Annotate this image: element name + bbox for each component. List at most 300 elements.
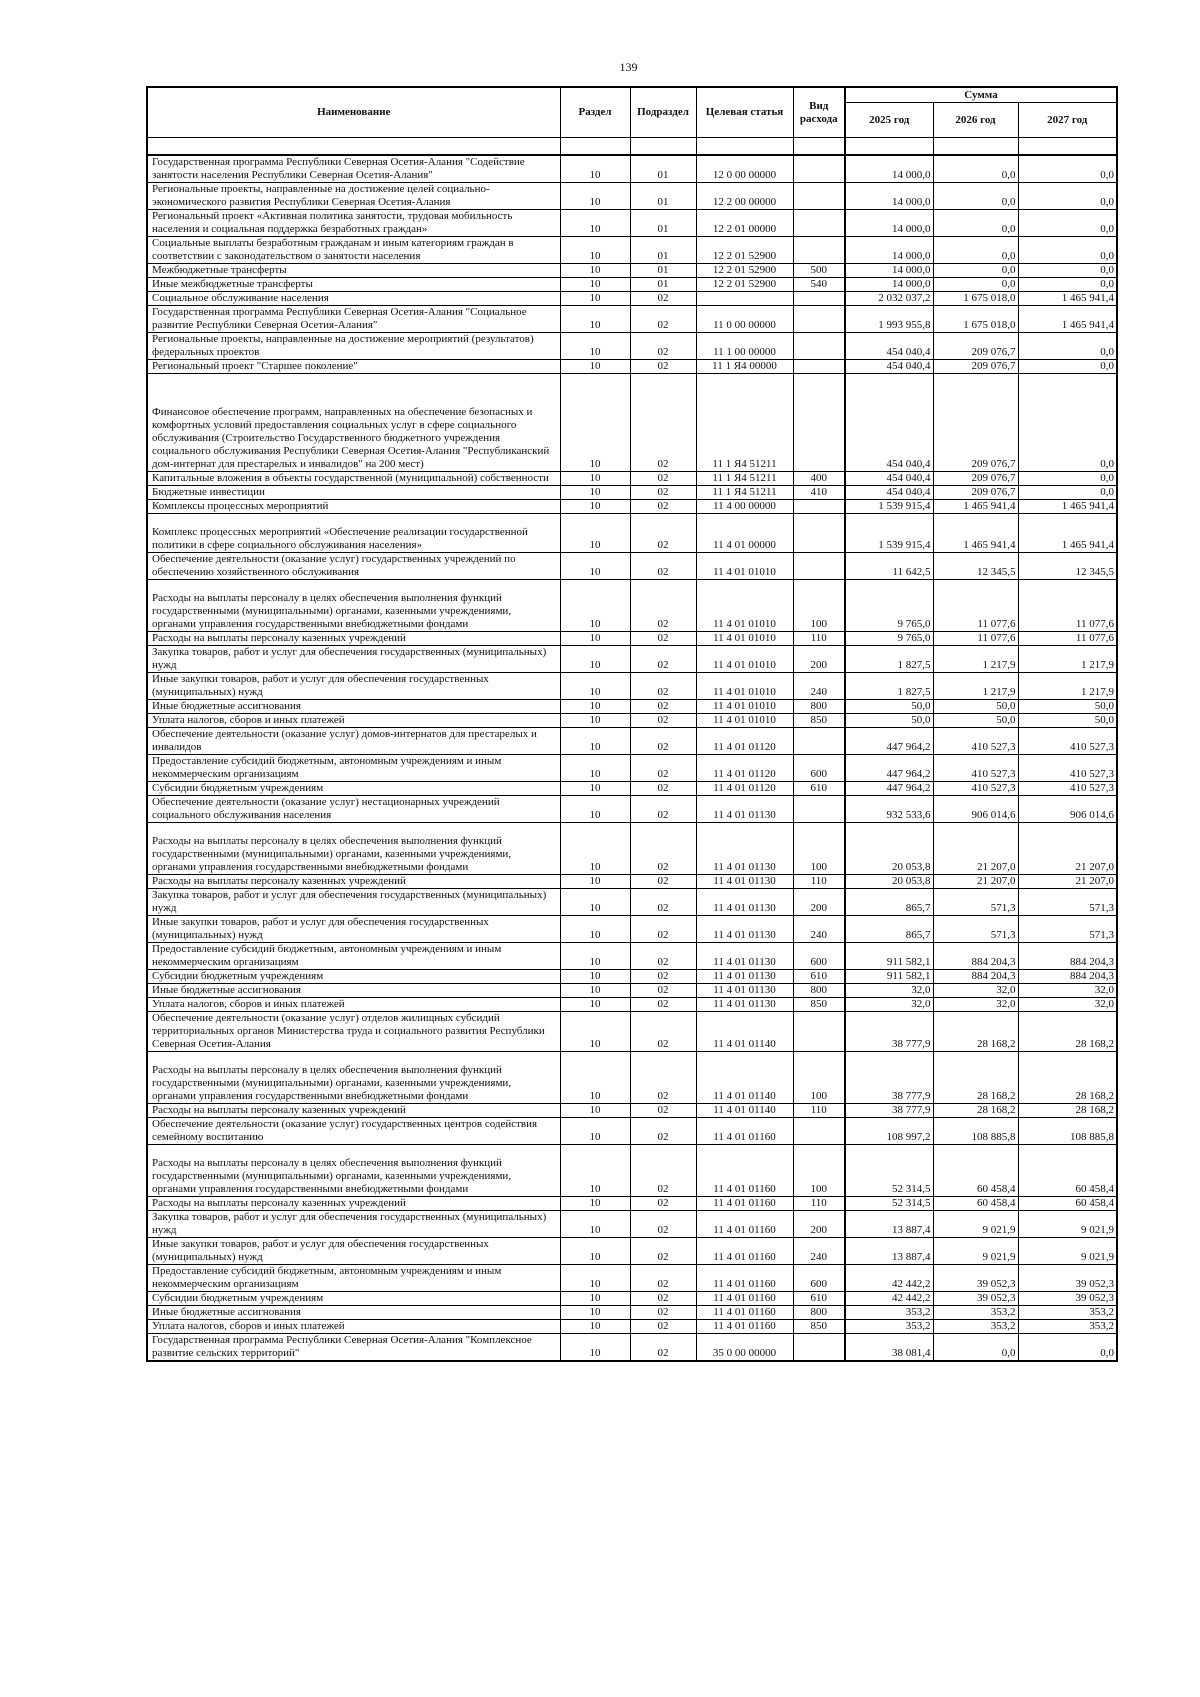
- row-amount-2025: 108 997,2: [845, 1118, 933, 1145]
- row-subsection: 02: [630, 970, 696, 984]
- row-target-article: 11 4 01 01140: [696, 1012, 793, 1052]
- row-amount-2026: 50,0: [933, 700, 1018, 714]
- row-amount-2025: 38 777,9: [845, 1052, 933, 1104]
- row-section: 10: [560, 264, 630, 278]
- row-expense-kind: 610: [793, 970, 845, 984]
- row-amount-2025: 14 000,0: [845, 210, 933, 237]
- row-section: 10: [560, 306, 630, 333]
- table-row: [147, 553, 1117, 580]
- row-amount-2027: 0,0: [1018, 264, 1117, 278]
- row-amount-2027: 0,0: [1018, 486, 1117, 500]
- row-amount-2027: 410 527,3: [1018, 755, 1117, 782]
- table-body: [147, 155, 1117, 1361]
- row-section: 10: [560, 1238, 630, 1265]
- row-expense-kind: 610: [793, 1292, 845, 1306]
- table-row: [147, 1012, 1117, 1052]
- row-subsection: 02: [630, 1306, 696, 1320]
- row-name: Комплекс процессных мероприятий «Обеспечение реализации государственной политики в сфере социального обслуживания населения»: [147, 514, 560, 553]
- row-amount-2026: 410 527,3: [933, 755, 1018, 782]
- row-name: Региональные проекты, направленные на достижение мероприятий (результатов) федеральных проектов: [147, 333, 560, 360]
- row-subsection: 02: [630, 486, 696, 500]
- table-row: [147, 210, 1117, 237]
- row-section: 10: [560, 1334, 630, 1362]
- row-amount-2025: 1 993 955,8: [845, 306, 933, 333]
- row-section: 10: [560, 728, 630, 755]
- header-expense-kind: Вид расхода: [793, 87, 845, 138]
- row-amount-2026: 209 076,7: [933, 486, 1018, 500]
- row-subsection: 02: [630, 646, 696, 673]
- row-amount-2026: 39 052,3: [933, 1265, 1018, 1292]
- row-expense-kind: 400: [793, 472, 845, 486]
- row-subsection: 02: [630, 1145, 696, 1197]
- table-row: [147, 646, 1117, 673]
- row-amount-2026: 28 168,2: [933, 1052, 1018, 1104]
- table-row: [147, 183, 1117, 210]
- row-name: Иные закупки товаров, работ и услуг для обеспечения государственных (муниципальных) нужд: [147, 673, 560, 700]
- row-amount-2025: 911 582,1: [845, 943, 933, 970]
- row-section: 10: [560, 374, 630, 472]
- row-amount-2027: 1 217,9: [1018, 646, 1117, 673]
- row-section: 10: [560, 500, 630, 514]
- row-section: 10: [560, 755, 630, 782]
- row-target-article: 12 2 01 52900: [696, 264, 793, 278]
- row-subsection: 02: [630, 472, 696, 486]
- table-row: [147, 916, 1117, 943]
- row-name: Расходы на выплаты персоналу казенных учреждений: [147, 1197, 560, 1211]
- row-section: 10: [560, 210, 630, 237]
- row-subsection: 02: [630, 1292, 696, 1306]
- row-name: Расходы на выплаты персоналу казенных учреждений: [147, 875, 560, 889]
- row-amount-2025: 454 040,4: [845, 374, 933, 472]
- row-subsection: 02: [630, 673, 696, 700]
- row-name: Обеспечение деятельности (оказание услуг) государственных учреждений по обеспечению хозяйственного обслуживания: [147, 553, 560, 580]
- row-section: 10: [560, 1320, 630, 1334]
- row-subsection: 02: [630, 875, 696, 889]
- table-row: [147, 374, 1117, 472]
- row-name: Государственная программа Республики Северная Осетия-Алания "Социальное развитие Республики Северная Осетия-Алания": [147, 306, 560, 333]
- table-row: [147, 755, 1117, 782]
- table-row: [147, 514, 1117, 553]
- row-target-article: 11 4 00 00000: [696, 500, 793, 514]
- row-amount-2026: 0,0: [933, 278, 1018, 292]
- row-expense-kind: [793, 1334, 845, 1362]
- row-target-article: 11 1 Я4 51211: [696, 472, 793, 486]
- table-row: [147, 360, 1117, 374]
- row-subsection: 02: [630, 755, 696, 782]
- row-expense-kind: [793, 1118, 845, 1145]
- row-name: Иные закупки товаров, работ и услуг для обеспечения государственных (муниципальных) нужд: [147, 1238, 560, 1265]
- table-row: [147, 1238, 1117, 1265]
- row-subsection: 02: [630, 632, 696, 646]
- row-section: 10: [560, 823, 630, 875]
- row-name: Комплексы процессных мероприятий: [147, 500, 560, 514]
- row-target-article: 11 1 00 00000: [696, 333, 793, 360]
- row-amount-2025: 932 533,6: [845, 796, 933, 823]
- row-name: Уплата налогов, сборов и иных платежей: [147, 1320, 560, 1334]
- row-name: Закупка товаров, работ и услуг для обеспечения государственных (муниципальных) нужд: [147, 1211, 560, 1238]
- row-amount-2026: 209 076,7: [933, 374, 1018, 472]
- row-target-article: 11 4 01 01130: [696, 916, 793, 943]
- row-amount-2027: 0,0: [1018, 472, 1117, 486]
- row-amount-2027: 21 207,0: [1018, 875, 1117, 889]
- row-name: Иные бюджетные ассигнования: [147, 700, 560, 714]
- row-subsection: 02: [630, 984, 696, 998]
- row-section: 10: [560, 782, 630, 796]
- row-amount-2025: 38 081,4: [845, 1334, 933, 1362]
- row-expense-kind: [793, 333, 845, 360]
- row-target-article: 11 4 01 01130: [696, 984, 793, 998]
- row-expense-kind: 850: [793, 998, 845, 1012]
- row-amount-2026: 410 527,3: [933, 782, 1018, 796]
- row-amount-2025: 14 000,0: [845, 155, 933, 183]
- table-row: [147, 714, 1117, 728]
- row-amount-2026: 571,3: [933, 889, 1018, 916]
- row-subsection: 01: [630, 237, 696, 264]
- row-expense-kind: 240: [793, 916, 845, 943]
- row-amount-2027: 108 885,8: [1018, 1118, 1117, 1145]
- row-section: 10: [560, 292, 630, 306]
- row-amount-2027: 9 021,9: [1018, 1238, 1117, 1265]
- row-amount-2027: 39 052,3: [1018, 1292, 1117, 1306]
- row-amount-2025: 38 777,9: [845, 1012, 933, 1052]
- row-amount-2027: 0,0: [1018, 360, 1117, 374]
- table-row: [147, 306, 1117, 333]
- row-subsection: 02: [630, 1334, 696, 1362]
- row-target-article: 11 4 01 01160: [696, 1306, 793, 1320]
- row-amount-2025: 2 032 037,2: [845, 292, 933, 306]
- row-name: Субсидии бюджетным учреждениям: [147, 970, 560, 984]
- table-row: [147, 155, 1117, 183]
- row-target-article: 11 4 01 01120: [696, 782, 793, 796]
- row-expense-kind: 800: [793, 984, 845, 998]
- table-row: [147, 889, 1117, 916]
- row-section: 10: [560, 1292, 630, 1306]
- row-section: 10: [560, 360, 630, 374]
- row-amount-2027: 28 168,2: [1018, 1104, 1117, 1118]
- page-number: 139: [619, 60, 638, 74]
- row-amount-2026: 60 458,4: [933, 1197, 1018, 1211]
- row-expense-kind: 600: [793, 1265, 845, 1292]
- row-target-article: 11 4 01 01010: [696, 673, 793, 700]
- row-amount-2027: 0,0: [1018, 333, 1117, 360]
- row-subsection: 02: [630, 889, 696, 916]
- row-amount-2026: 0,0: [933, 155, 1018, 183]
- table-row: [147, 970, 1117, 984]
- table-row: [147, 500, 1117, 514]
- row-amount-2027: 353,2: [1018, 1306, 1117, 1320]
- row-subsection: 02: [630, 1238, 696, 1265]
- row-target-article: 11 4 01 01130: [696, 823, 793, 875]
- row-amount-2025: 911 582,1: [845, 970, 933, 984]
- row-target-article: 11 4 01 01120: [696, 728, 793, 755]
- row-name: Обеспечение деятельности (оказание услуг) государственных центров содействия семейному воспитанию: [147, 1118, 560, 1145]
- row-amount-2027: 0,0: [1018, 237, 1117, 264]
- row-expense-kind: [793, 796, 845, 823]
- table-row: [147, 823, 1117, 875]
- row-name: Капитальные вложения в объекты государственной (муниципальной) собственности: [147, 472, 560, 486]
- header-spacer-row: [147, 138, 1117, 156]
- row-target-article: 11 4 01 01140: [696, 1052, 793, 1104]
- row-name: Государственная программа Республики Северная Осетия-Алания "Содействие занятости населения Республики Северная Осетия-Алания": [147, 155, 560, 183]
- row-subsection: 02: [630, 1211, 696, 1238]
- row-subsection: 02: [630, 333, 696, 360]
- row-section: 10: [560, 998, 630, 1012]
- row-section: 10: [560, 1306, 630, 1320]
- row-target-article: 11 4 01 01120: [696, 755, 793, 782]
- row-amount-2025: 353,2: [845, 1320, 933, 1334]
- row-name: Межбюджетные трансферты: [147, 264, 560, 278]
- table-row: [147, 292, 1117, 306]
- row-amount-2025: 454 040,4: [845, 360, 933, 374]
- row-subsection: 02: [630, 1320, 696, 1334]
- row-section: 10: [560, 333, 630, 360]
- row-amount-2026: 28 168,2: [933, 1104, 1018, 1118]
- row-target-article: 12 2 01 52900: [696, 237, 793, 264]
- row-section: 10: [560, 714, 630, 728]
- row-target-article: 11 1 Я4 51211: [696, 374, 793, 472]
- row-section: 10: [560, 1104, 630, 1118]
- row-amount-2027: 32,0: [1018, 984, 1117, 998]
- row-subsection: 02: [630, 728, 696, 755]
- row-amount-2026: 884 204,3: [933, 943, 1018, 970]
- row-amount-2026: 28 168,2: [933, 1012, 1018, 1052]
- row-name: Социальные выплаты безработным гражданам и иным категориям граждан в соответствии с законодательством о занятости населения: [147, 237, 560, 264]
- table-row: [147, 1292, 1117, 1306]
- row-amount-2025: 447 964,2: [845, 782, 933, 796]
- table-row: [147, 875, 1117, 889]
- row-amount-2027: 21 207,0: [1018, 823, 1117, 875]
- row-expense-kind: 240: [793, 673, 845, 700]
- row-target-article: 11 4 01 01130: [696, 998, 793, 1012]
- row-target-article: 11 4 01 01160: [696, 1238, 793, 1265]
- row-subsection: 02: [630, 1012, 696, 1052]
- row-target-article: 11 4 01 01160: [696, 1197, 793, 1211]
- row-amount-2027: 571,3: [1018, 889, 1117, 916]
- row-amount-2025: 865,7: [845, 889, 933, 916]
- row-subsection: 02: [630, 553, 696, 580]
- row-amount-2026: 32,0: [933, 998, 1018, 1012]
- row-expense-kind: [793, 306, 845, 333]
- row-name: Расходы на выплаты персоналу в целях обеспечения выполнения функций государственными (муниципальными) органами, казенными учреждениями, органами управления государственными внебюджетными фондами: [147, 1145, 560, 1197]
- row-amount-2026: 1 465 941,4: [933, 500, 1018, 514]
- row-section: 10: [560, 632, 630, 646]
- row-target-article: 11 4 01 01160: [696, 1320, 793, 1334]
- row-target-article: 11 4 01 01160: [696, 1145, 793, 1197]
- row-expense-kind: 110: [793, 1197, 845, 1211]
- row-target-article: 12 2 01 00000: [696, 210, 793, 237]
- table-row: [147, 700, 1117, 714]
- row-amount-2026: 0,0: [933, 264, 1018, 278]
- row-amount-2025: 14 000,0: [845, 183, 933, 210]
- row-subsection: 02: [630, 823, 696, 875]
- row-name: Расходы на выплаты персоналу в целях обеспечения выполнения функций государственными (муниципальными) органами, казенными учреждениями, органами управления государственными внебюджетными фондами: [147, 1052, 560, 1104]
- row-expense-kind: 410: [793, 486, 845, 500]
- row-amount-2026: 1 217,9: [933, 673, 1018, 700]
- table-row: [147, 333, 1117, 360]
- row-subsection: 02: [630, 1265, 696, 1292]
- row-amount-2026: 39 052,3: [933, 1292, 1018, 1306]
- row-section: 10: [560, 183, 630, 210]
- table-header: [147, 87, 1117, 155]
- row-section: 10: [560, 155, 630, 183]
- table-row: [147, 1334, 1117, 1362]
- row-name: Региональный проект «Активная политика занятости, трудовая мобильность населения и социальная поддержка безработных граждан»: [147, 210, 560, 237]
- row-amount-2025: 14 000,0: [845, 264, 933, 278]
- row-amount-2025: 1 539 915,4: [845, 500, 933, 514]
- row-subsection: 02: [630, 580, 696, 632]
- row-amount-2027: 1 465 941,4: [1018, 292, 1117, 306]
- row-target-article: 11 4 01 01130: [696, 943, 793, 970]
- row-section: 10: [560, 580, 630, 632]
- row-amount-2025: 14 000,0: [845, 278, 933, 292]
- row-amount-2026: 209 076,7: [933, 360, 1018, 374]
- row-amount-2025: 353,2: [845, 1306, 933, 1320]
- row-section: 10: [560, 237, 630, 264]
- row-expense-kind: 110: [793, 875, 845, 889]
- row-expense-kind: [793, 155, 845, 183]
- row-target-article: 11 4 01 01130: [696, 889, 793, 916]
- row-subsection: 02: [630, 500, 696, 514]
- row-amount-2026: 21 207,0: [933, 875, 1018, 889]
- table-row: [147, 998, 1117, 1012]
- row-amount-2025: 11 642,5: [845, 553, 933, 580]
- row-amount-2027: 0,0: [1018, 210, 1117, 237]
- row-name: Социальное обслуживание населения: [147, 292, 560, 306]
- row-amount-2027: 1 465 941,4: [1018, 514, 1117, 553]
- table-row: [147, 1145, 1117, 1197]
- row-expense-kind: 800: [793, 700, 845, 714]
- row-name: Расходы на выплаты персоналу в целях обеспечения выполнения функций государственными (муниципальными) органами, казенными учреждениями, органами управления государственными внебюджетными фондами: [147, 823, 560, 875]
- row-amount-2025: 454 040,4: [845, 486, 933, 500]
- row-subsection: 02: [630, 796, 696, 823]
- row-expense-kind: [793, 360, 845, 374]
- row-amount-2026: 209 076,7: [933, 472, 1018, 486]
- table-row: [147, 472, 1117, 486]
- row-target-article: 12 2 01 52900: [696, 278, 793, 292]
- row-amount-2026: 11 077,6: [933, 580, 1018, 632]
- row-target-article: 11 4 01 01130: [696, 875, 793, 889]
- row-target-article: 11 4 01 01010: [696, 646, 793, 673]
- row-section: 10: [560, 514, 630, 553]
- row-amount-2026: 0,0: [933, 183, 1018, 210]
- row-name: Обеспечение деятельности (оказание услуг) отделов жилищных субсидий территориальных органов Министерства труда и социального развития Республики Северная Осетия-Алания: [147, 1012, 560, 1052]
- row-name: Субсидии бюджетным учреждениям: [147, 782, 560, 796]
- table-row: [147, 580, 1117, 632]
- row-amount-2027: 0,0: [1018, 183, 1117, 210]
- row-target-article: 11 4 01 00000: [696, 514, 793, 553]
- row-subsection: 01: [630, 155, 696, 183]
- row-amount-2026: 906 014,6: [933, 796, 1018, 823]
- row-amount-2027: 11 077,6: [1018, 632, 1117, 646]
- row-target-article: 11 4 01 01160: [696, 1211, 793, 1238]
- row-amount-2026: 884 204,3: [933, 970, 1018, 984]
- row-section: 10: [560, 1052, 630, 1104]
- table-row: [147, 782, 1117, 796]
- row-amount-2025: 9 765,0: [845, 580, 933, 632]
- row-section: 10: [560, 875, 630, 889]
- table-row: [147, 632, 1117, 646]
- row-target-article: 11 1 Я4 51211: [696, 486, 793, 500]
- row-amount-2026: 1 675 018,0: [933, 306, 1018, 333]
- row-amount-2025: 52 314,5: [845, 1197, 933, 1211]
- row-target-article: 11 4 01 01010: [696, 700, 793, 714]
- row-amount-2027: 410 527,3: [1018, 782, 1117, 796]
- row-section: 10: [560, 1118, 630, 1145]
- row-section: 10: [560, 916, 630, 943]
- row-amount-2027: 60 458,4: [1018, 1197, 1117, 1211]
- row-subsection: 02: [630, 782, 696, 796]
- row-subsection: 02: [630, 916, 696, 943]
- row-amount-2025: 32,0: [845, 984, 933, 998]
- row-section: 10: [560, 1145, 630, 1197]
- row-name: Расходы на выплаты персоналу казенных учреждений: [147, 1104, 560, 1118]
- table-row: [147, 943, 1117, 970]
- row-expense-kind: 110: [793, 1104, 845, 1118]
- table-row: [147, 796, 1117, 823]
- row-amount-2025: 52 314,5: [845, 1145, 933, 1197]
- row-section: 10: [560, 970, 630, 984]
- row-amount-2027: 28 168,2: [1018, 1012, 1117, 1052]
- row-name: Региональные проекты, направленные на достижение целей социально-экономического развития Республики Северная Осетия-Алания: [147, 183, 560, 210]
- row-target-article: 12 2 00 00000: [696, 183, 793, 210]
- row-amount-2025: 454 040,4: [845, 472, 933, 486]
- row-amount-2026: 32,0: [933, 984, 1018, 998]
- row-amount-2026: 353,2: [933, 1320, 1018, 1334]
- row-name: Региональный проект "Старшее поколение": [147, 360, 560, 374]
- budget-table: [146, 86, 1118, 1362]
- row-name: Иные закупки товаров, работ и услуг для обеспечения государственных (муниципальных) нужд: [147, 916, 560, 943]
- row-amount-2026: 9 021,9: [933, 1238, 1018, 1265]
- table-row: [147, 1197, 1117, 1211]
- row-amount-2025: 13 887,4: [845, 1238, 933, 1265]
- row-amount-2026: 108 885,8: [933, 1118, 1018, 1145]
- header-subsection: Подраздел: [630, 87, 696, 138]
- table-row: [147, 1052, 1117, 1104]
- row-name: Закупка товаров, работ и услуг для обеспечения государственных (муниципальных) нужд: [147, 889, 560, 916]
- row-amount-2025: 20 053,8: [845, 823, 933, 875]
- row-amount-2026: 1 675 018,0: [933, 292, 1018, 306]
- row-amount-2025: 447 964,2: [845, 728, 933, 755]
- row-subsection: 02: [630, 374, 696, 472]
- row-amount-2025: 865,7: [845, 916, 933, 943]
- row-expense-kind: [793, 374, 845, 472]
- row-amount-2026: 12 345,5: [933, 553, 1018, 580]
- row-section: 10: [560, 700, 630, 714]
- row-amount-2025: 454 040,4: [845, 333, 933, 360]
- row-amount-2027: 12 345,5: [1018, 553, 1117, 580]
- row-expense-kind: 540: [793, 278, 845, 292]
- row-amount-2025: 38 777,9: [845, 1104, 933, 1118]
- row-name: Субсидии бюджетным учреждениям: [147, 1292, 560, 1306]
- row-amount-2025: 50,0: [845, 700, 933, 714]
- row-section: 10: [560, 646, 630, 673]
- row-subsection: 02: [630, 700, 696, 714]
- row-amount-2026: 1 217,9: [933, 646, 1018, 673]
- row-target-article: 11 4 01 01160: [696, 1265, 793, 1292]
- row-section: 10: [560, 1012, 630, 1052]
- row-section: 10: [560, 943, 630, 970]
- row-target-article: 11 4 01 01160: [696, 1292, 793, 1306]
- row-expense-kind: 600: [793, 943, 845, 970]
- header-year-2026: 2026 год: [933, 103, 1018, 138]
- row-subsection: 01: [630, 264, 696, 278]
- row-section: 10: [560, 553, 630, 580]
- row-name: Обеспечение деятельности (оказание услуг) нестационарных учреждений социального обслуживания населения: [147, 796, 560, 823]
- table-row: [147, 1306, 1117, 1320]
- row-expense-kind: [793, 1012, 845, 1052]
- row-amount-2025: 1 827,5: [845, 646, 933, 673]
- row-section: 10: [560, 278, 630, 292]
